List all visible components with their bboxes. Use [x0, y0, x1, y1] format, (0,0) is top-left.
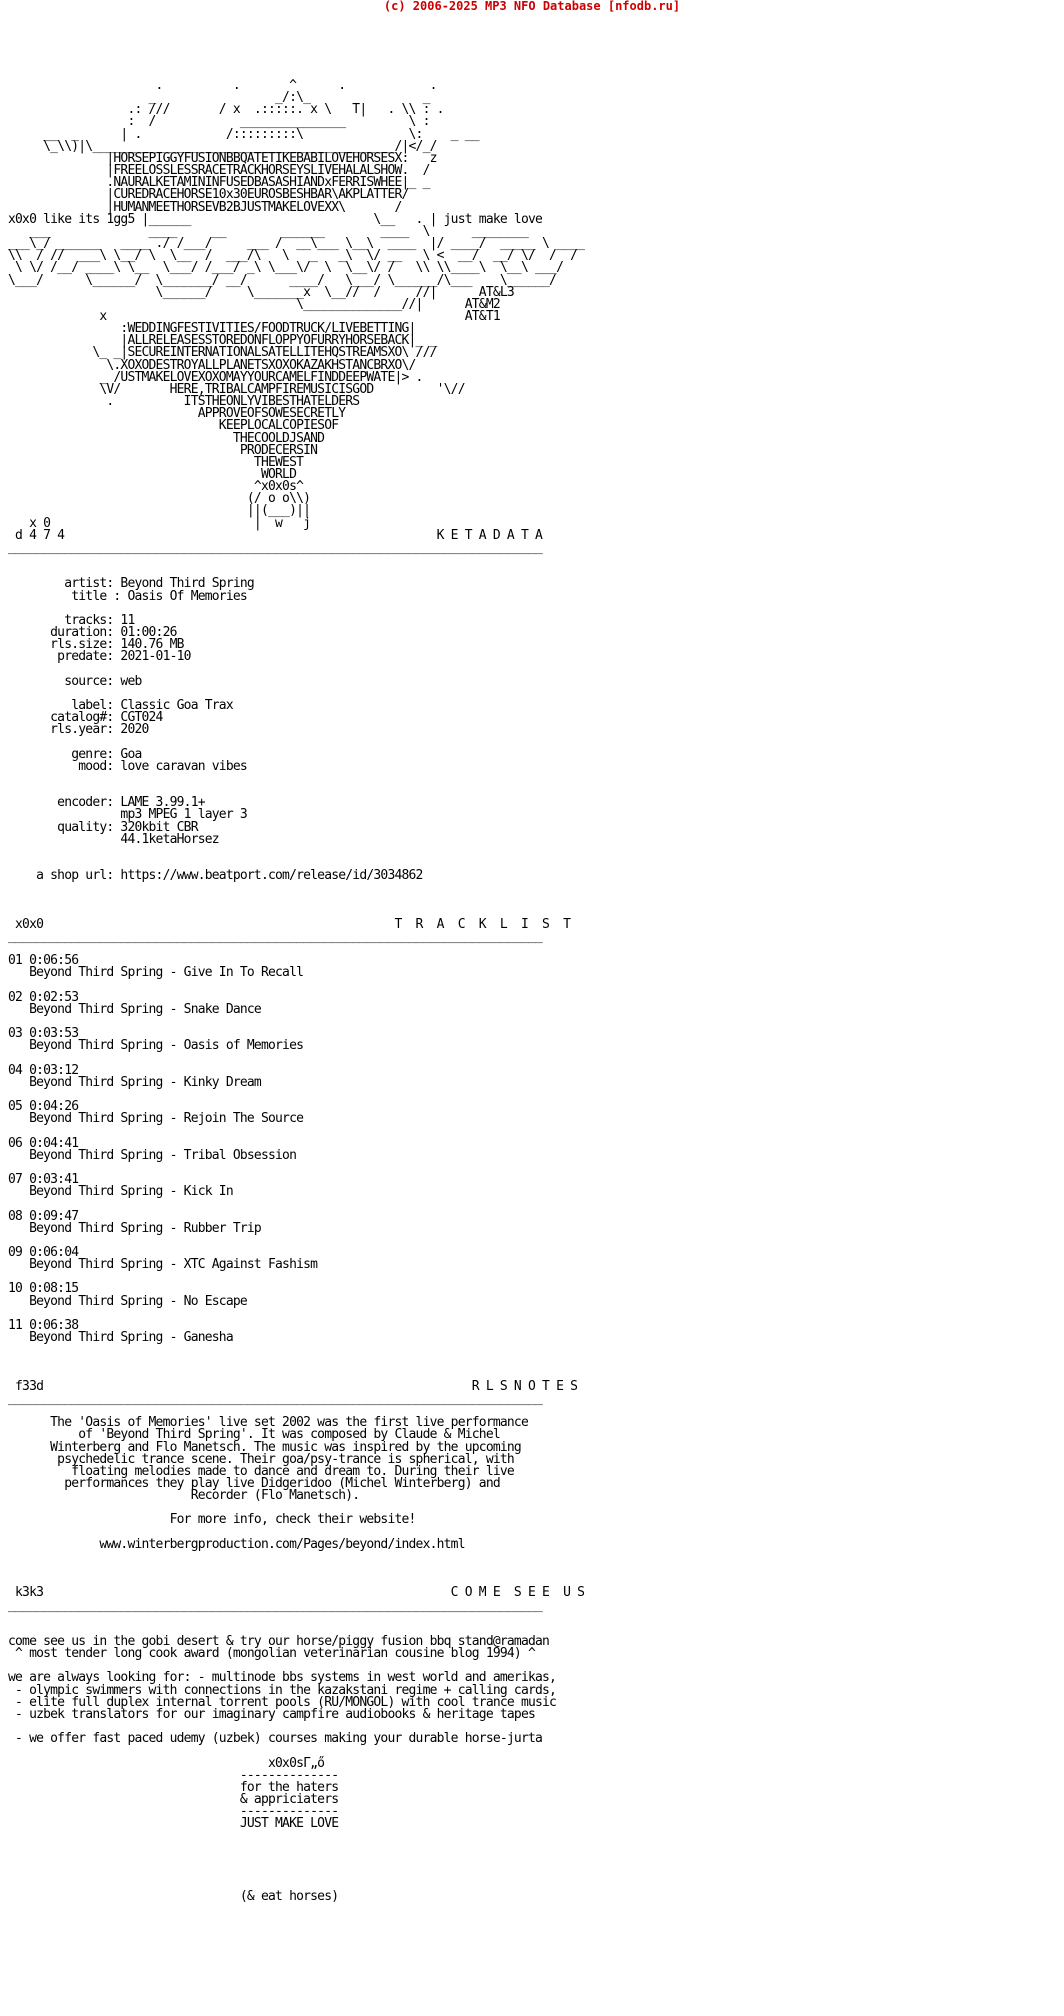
nfo-text-block: . . ^ . . _ _/:\_ _ .: /// / x .:::::. x \ T| . \\ : . : / _______________ \ : __ _ | . /:::::::::\ \: _ __ \_\\)|\___________________________________________/|</_/ |HORSEPIGGYFUSIONBBQATETIKEBABILOVEHORSESX: z |FREELOSSLESSRACETRACKHORSEYSLIVEHALALSHOW. / .NAURALKETAMININFUSEDBASASHIANDxFERRISWHEE|_ _ |CUREDRACEHORSE10x30EUROSBESHBAR\AKPLATTER/ |HUMANMEETHORSEVB2BJUSTMAKELOVEXX\ / x0x0 like its 1gg5 |______ \__ . | just make love ___ ____ __ ______ ____ \ ________ ___\_/ ______ ____ ./ /___/ ___ / __\___ \__\ ____ |/ ____/ _____ \ ____ \\ / // ___\ \__/ \ \__ / ___/\ \ _ _\ \/ __ \ < __/ __/ \/ / / \ \/ /__/ ____\ \__ \___/ /___/ _\ \___\/ \ \__\/ / \\ \\____\ \__\ ___/ \___/ \______/ \_______/ __/ ____/ \___/ \______/\___ \______/ \______/ \_______x \__// / //| AT&L3 \______________//| AT&M2 x AT&T1 :WEDDINGFESTIVITIES/FOODTRUCK/LIVEBETTING| |ALLRELEASESSTOREDONFLOPPYOFURRYHORSEBACK|_ _ \_ _|SECUREINTERNATIONALSATELLITEHQSTREAMSXO\ /// \.XOXODESTROYALLPLANETSXOXOKAZAKHSTANCBRXO\/ _ /USTMAKELOVEXOXOMAYYOURCAMELFINDDEEPWATE|> . \V/ HERE,TRIBALCAMPFIREMUSICISGOD '\// . ITSTHEONLYVIBESTHATELDERS APPROVEOFSOWESECRETLY KEEPLOCALCOPIESOF THECOOLDJSAND PRODECERSIN THEWEST WORLD ^x0x0s^ (/ o o\\) ||(___)|| x 0 | w j d 4 7 4 K E T A D A T A ____________________________________________________________________________ artist: Beyond Third Spring title : Oasis Of Memories tracks: 11 duration: 01:00:26 rls.size: 140.76 MB predate: 2021-01-10 source: web label: Classic Goa Trax catalog#: CGT024 rls.year: 2020 genre: Goa mood: love caravan vibes encoder: LAME 3.99.1+ mp3 MPEG 1 layer 3 quality: 320kbit CBR 44.1ketaHorsez a shop url: https://www.beatport.com/release/id/3034862 x0x0 T R A C K L I S T ____________________________________________________________________________ 01 0:06:56 Beyond Third Spring - Give In To Recall 02 0:02:53 Beyond Third Spring - Snake Dance 03 0:03:53 Beyond Third Spring - Oasis of Memories 04 0:03:12 Beyond Third Spring - Kinky Dream 05 0:04:26 Beyond Third Spring - Rejoin The Source 06 0:04:41 Beyond Third Spring - Tribal Obsession 07 0:03:41 Beyond Third Spring - Kick In 08 0:09:47 Beyond Third Spring - Rubber Trip 09 0:06:04 Beyond Third Spring - XTC Against Fashism 10 0:08:15 Beyond Third Spring - No Escape 11 0:06:38 Beyond Third Spring - Ganesha f33d R L S N O T E S ____________________________________________________________________________ The 'Oasis of Memories' live set 2002 was the first live performance of 'Beyond Third Spring'. It was composed by Claude & Michel Winterberg and Flo Manetsch. The music was inspired by the upcoming psychedelic trance scene. Their goa/psy-trance is spherical, with floating melodies made to dance and dream to. During their live performances they play live Didgeridoo (Michel Winterberg) and Recorder (Flo Manetsch). For more info, check their website! www.winterbergproduction.com/Pages/beyond/index.html k3k3 C O M E S E E U S ____________________________________________________________________________ come see us in the gobi desert & try our horse/piggy fusion bbq stand@ramadan ^ most tender long cook award (mongolian veterinarian cousine blog 1994) ^ we are always looking for: - multinode bbs systems in west world and amerikas, - olympic swimmers with connections in the kazakstani regime + calling cards, - elite full duplex internal torrent pools (RU/MONGOL) with cool trance music - uzbek translators for our imaginary campfire audiobooks & heritage tapes - we offer fast paced udemy (uzbek) courses making your durable horse-jurta x0x0sГ„ő -------------- for the haters & appriciaters -------------- JUST MAKE LOVE (& eat horses) — [8, 78, 585, 1905]
copyright-header: (c) 2006-2025 MP3 NFO Database [nfodb.ru] — [383, 0, 681, 13]
